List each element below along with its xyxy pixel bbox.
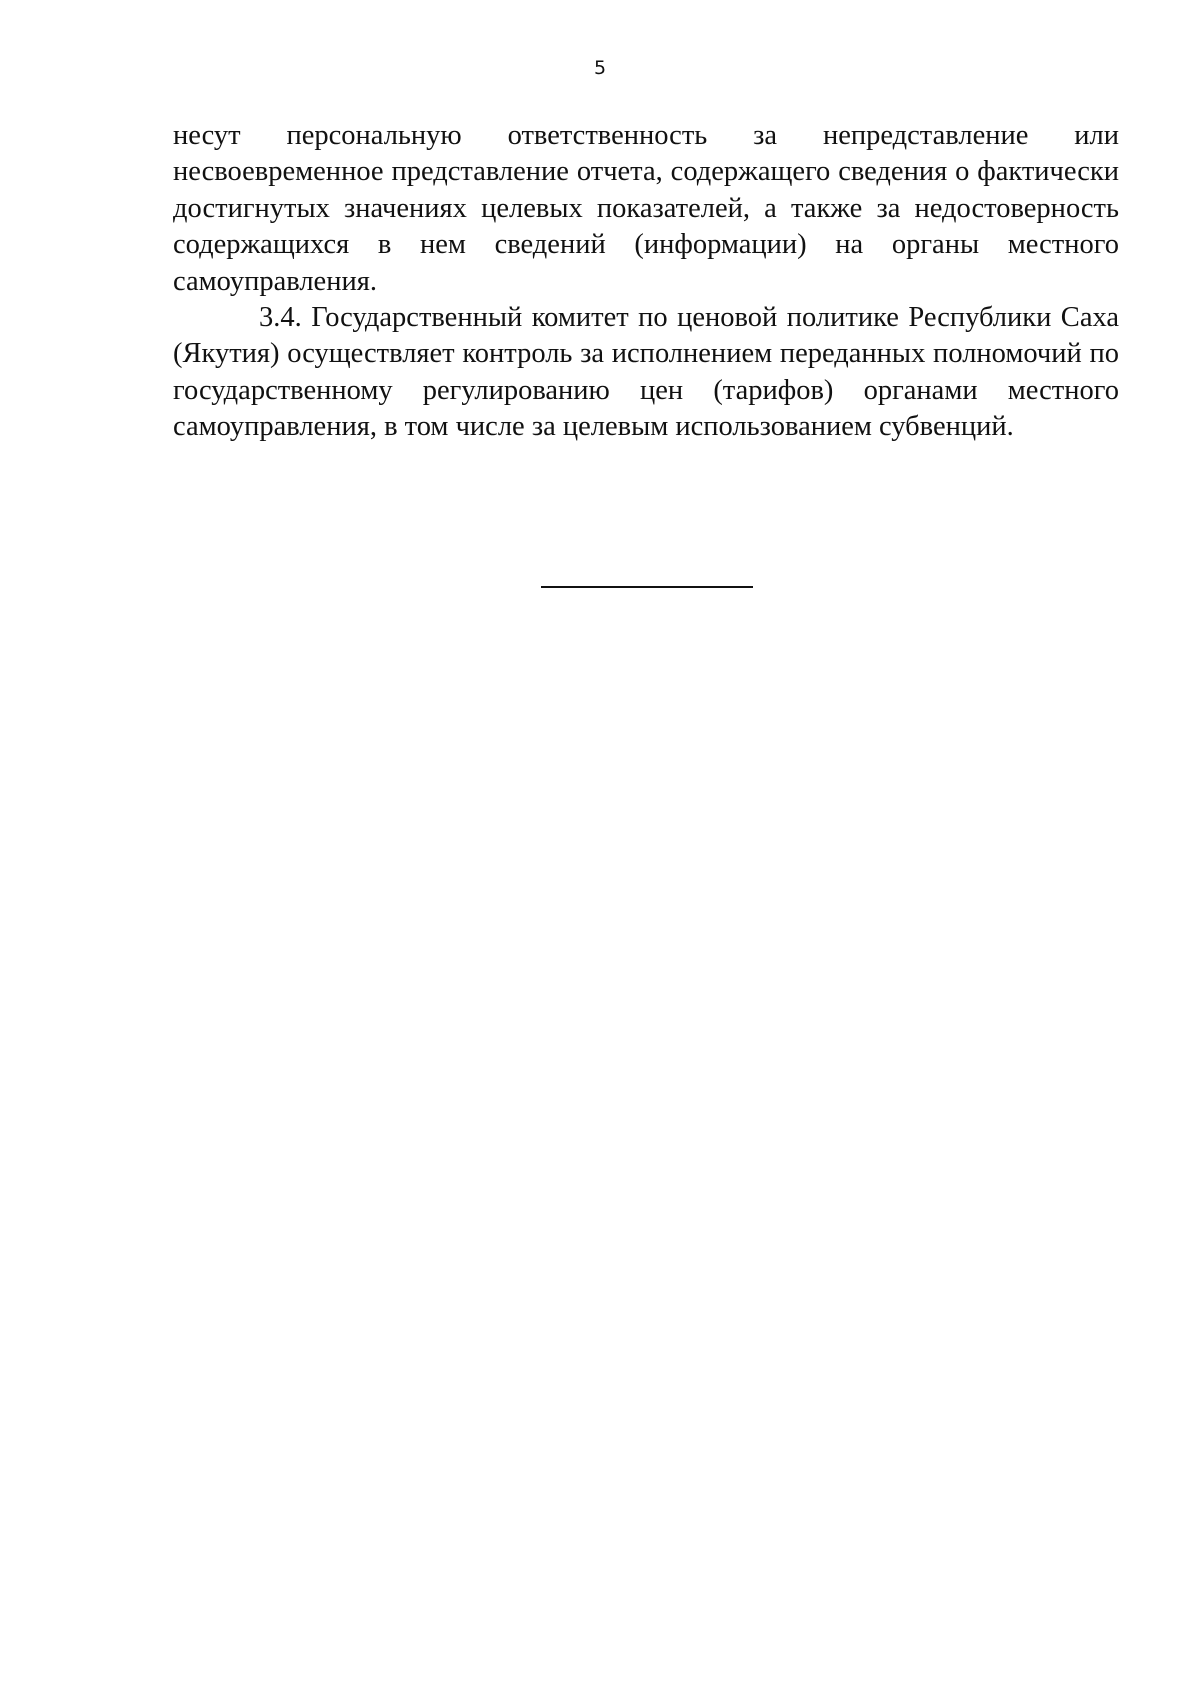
document-body: [173, 118, 1119, 446]
paragraph-continuation: несут персональную ответственность за непредставление или несвоевременное представление отчета, содержащего сведения о фактически достигнутых значениях целевых показателей, а также за недостоверность содержащихся в нем сведений (информации) на органы местного самоуправления.: [173, 120, 1119, 297]
page-number: 5: [593, 57, 607, 79]
paragraph-3-4: 3.4. Государственный комитет по ценовой политике Республики Саха (Якутия) осуществляет контроль за исполнением переданных полномочий по государственному регулированию цен (тарифов) органами местного самоуправления, в том числе за целевым использованием субвенций.: [173, 302, 1119, 443]
end-of-document-rule: [541, 586, 753, 588]
